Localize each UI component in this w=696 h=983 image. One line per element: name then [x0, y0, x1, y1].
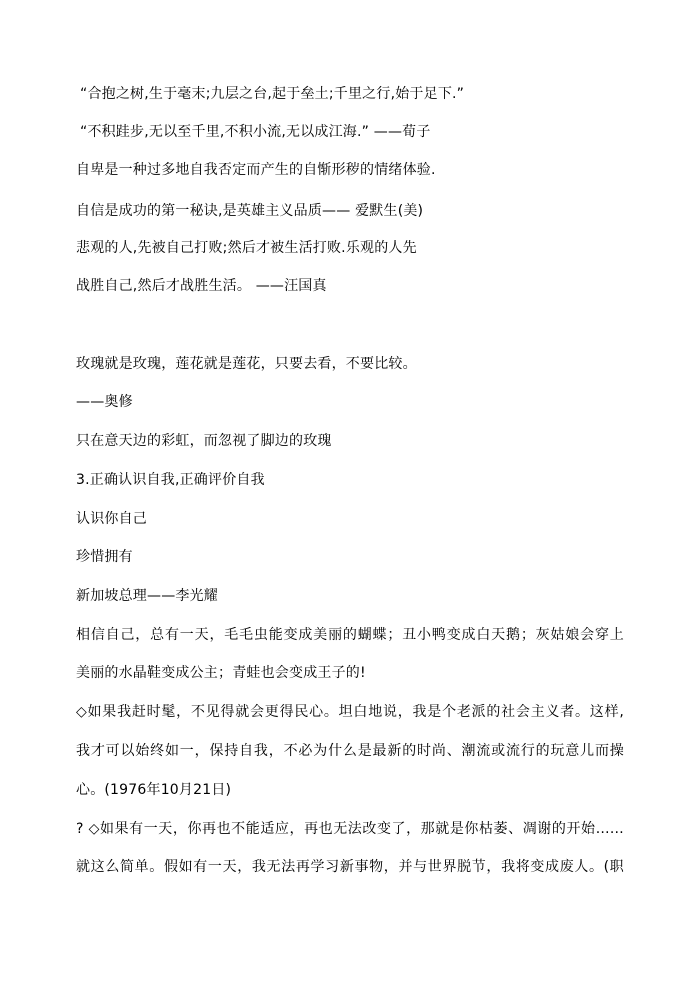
quote-osho: 玫瑰就是玫瑰，莲花就是莲花，只要去看，不要比较。	[76, 356, 417, 372]
text-cherish: 珍惜拥有	[76, 549, 133, 565]
paragraph-fashion-3: 心。(1976年10月21日)	[76, 782, 232, 798]
paragraph-adapt-2: 就这么简单。假如有一天，我无法再学习新事物，并与世界脱节，我将变成废人。(职	[76, 859, 624, 875]
paragraph-fashion-1: ◇如果我赶时髦，不见得就会更得民心。坦白地说，我是个老派的社会主义者。这样,	[76, 704, 624, 720]
quote-heli: “合抱之树,生于毫末;九层之台,起于垒土;千里之行,始于足下.”	[80, 86, 465, 102]
author-osho: ——奥修	[76, 394, 133, 410]
quote-xunzi: “不积跬步,无以至千里,不积小流,无以成江海.” ——荀子	[80, 124, 431, 140]
quote-emerson: 自信是成功的第一秘诀,是英雄主义品质—— 爱默生(美)	[76, 203, 424, 219]
text-know-yourself: 认识你自己	[76, 511, 147, 527]
text-lee-kuan-yew: 新加坡总理——李光耀	[76, 588, 218, 604]
text-inferiority: 自卑是一种过多地自我否定而产生的自惭形秽的情绪体验.	[76, 162, 436, 178]
paragraph-believe-1: 相信自己，总有一天，毛毛虫能变成美丽的蝴蝶；丑小鸭变成白天鹅；灰姑娘会穿上	[76, 627, 624, 643]
text-rainbow: 只在意天边的彩虹，而忽视了脚边的玫瑰	[76, 433, 332, 449]
paragraph-believe-2: 美丽的水晶鞋变成公主；青蛙也会变成王子的!	[76, 665, 366, 681]
paragraph-adapt-1: ? ◇如果有一天，你再也不能适应，再也无法改变了，那就是你枯萎、凋谢的开始……	[76, 821, 624, 837]
quote-wang-2: 战胜自己,然后才战胜生活。 ——汪国真	[76, 278, 327, 294]
section-heading: 3.正确认识自我,正确评价自我	[76, 472, 265, 488]
paragraph-fashion-2: 我才可以始终如一，保持自我，不必为什么是最新的时尚、潮流或流行的玩意儿而操	[76, 743, 624, 759]
quote-wang-1: 悲观的人,先被自己打败;然后才被生活打败.乐观的人先	[76, 240, 417, 256]
